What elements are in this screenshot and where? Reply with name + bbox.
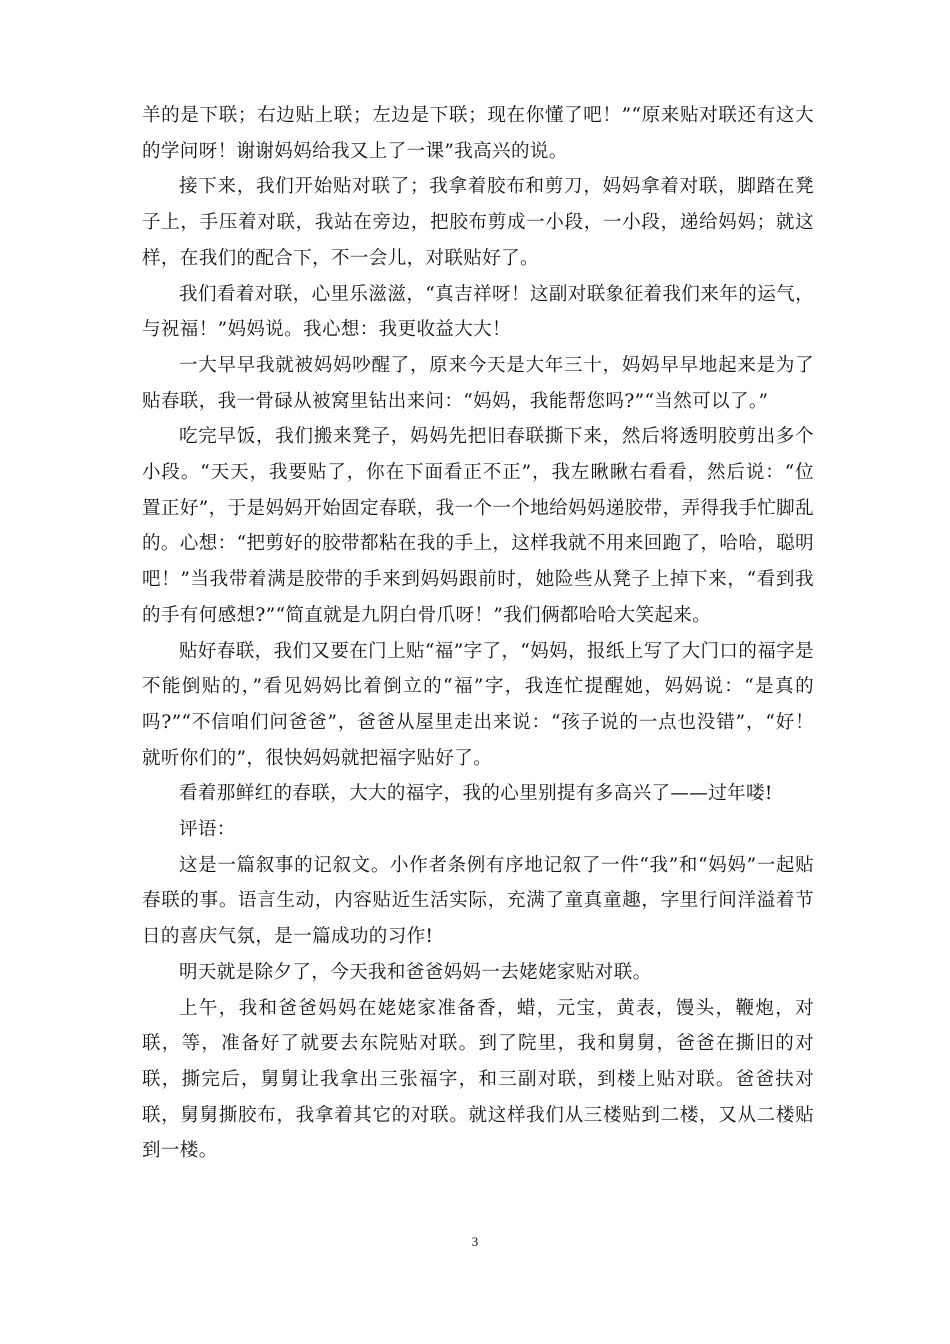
paragraph: 贴好春联，我们又要在门上贴“福”字了，“妈妈，报纸上写了大门口的福字是不能倒贴的，”看见妈妈比着倒立的“福”字，我连忙提醒她，妈妈说：“是真的吗?”“不信咱们问爸爸”，爸爸从屋里走出来说：“孩子说的一点也没错”，“好！就听你们的”，很快妈妈就把福字贴好了。 bbox=[142, 640, 814, 769]
paragraph: 上午，我和爸爸妈妈在姥姥家准备香，蜡，元宝，黄表，馒头，鞭炮，对联，等，准备好了就要去东院贴对联。到了院里，我和舅舅，爸爸在撕旧的对联，撕完后，舅舅让我拿出三张福字，和三副对联，到楼上贴对联。爸爸扶对联，舅舅撕胶布，我拿着其它的对联。就这样我们从三楼贴到二楼，又从二楼贴到一楼。 bbox=[142, 997, 814, 1162]
comment-paragraph: 这是一篇叙事的记叙文。小作者条例有序地记叙了一件“我”和“妈妈”一起贴春联的事。语言生动，内容贴近生活实际，充满了童真童趣，字里行间洋溢着节日的喜庆气氛，是一篇成功的习作! bbox=[142, 854, 814, 948]
paragraph: 我们看着对联，心里乐滋滋，“真吉祥呀！这副对联象征着我们来年的运气，与祝福！”妈妈说。我心想：我更收益大大！ bbox=[142, 283, 814, 341]
paragraph: 接下来，我们开始贴对联了；我拿着胶布和剪刀，妈妈拿着对联，脚踏在凳子上，手压着对联，我站在旁边，把胶布剪成一小段，一小段，递给妈妈；就这样，在我们的配合下，不一会儿，对联贴好了。 bbox=[142, 176, 814, 269]
paragraph: 明天就是除夕了，今天我和爸爸妈妈一去姥姥家贴对联。 bbox=[179, 961, 652, 983]
paragraph: 吃完早饭，我们搬来凳子，妈妈先把旧春联撕下来，然后将透明胶剪出多个小段。“天天，我要贴了，你在下面看正不正”，我左瞅瞅右看看，然后说：“位置正好”，于是妈妈开始固定春联，我一个一个地给妈妈递胶带，弄得我手忙脚乱的。心想：“把剪好的胶带都粘在我的手上，这样我就不用来回跑了，哈哈，聪明吧！”当我带着满是胶带的手来到妈妈跟前时，她险些从凳子上掉下来，“看到我的手有何感想?”“简直就是九阴白骨爪呀！”我们俩都哈哈大笑起来。 bbox=[142, 426, 814, 626]
page-number: 3 bbox=[471, 1234, 479, 1249]
comment-heading: 评语： bbox=[179, 819, 236, 841]
paragraph: 一大早早我就被妈妈吵醒了，原来今天是大年三十，妈妈早早地起来是为了贴春联，我一骨碌从被窝里钻出来问：“妈妈，我能帮您吗?”“当然可以了。” bbox=[142, 354, 814, 412]
paragraph: 羊的是下联；右边贴上联；左边是下联；现在你懂了吧！”“原来贴对联还有这大的学问呀！谢谢妈妈给我又上了一课”我高兴的说。 bbox=[142, 105, 814, 162]
document-body bbox=[142, 98, 814, 1169]
paragraph: 看着那鲜红的春联，大大的福字，我的心里别提有多高兴了——过年喽! bbox=[179, 783, 773, 805]
